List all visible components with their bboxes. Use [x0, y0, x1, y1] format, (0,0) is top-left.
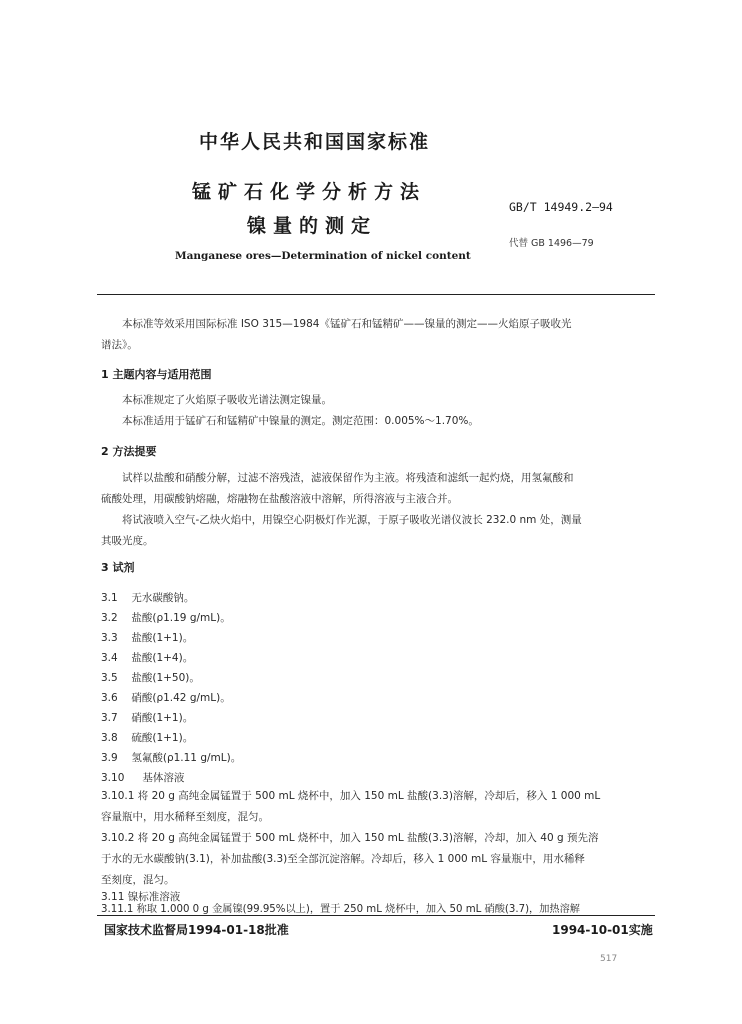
section-1-heading: 1 主题内容与适用范围: [101, 368, 212, 381]
section-2-body: [101, 468, 655, 552]
item-number: 3.5: [101, 672, 118, 684]
section-3-heading: 3 试剂: [101, 561, 135, 574]
replaces-standard: 代替 GB 1496—79: [509, 238, 594, 249]
body-line: 3.10.1 将 20 g 高纯金属锰置于 500 mL 烧杯中，加入 150 mL 盐酸(3.3)溶解，冷却后，移入 1 000 mL: [101, 790, 601, 802]
body-line: 3.10.2 将 20 g 高纯金属锰置于 500 mL 烧杯中，加入 150 mL 盐酸(3.3)溶解，冷却，加入 40 g 预先溶: [101, 832, 599, 844]
intro-paragraph: [101, 314, 655, 356]
item-number: 3.10: [101, 772, 125, 784]
body-line: 容量瓶中，用水稀释至刻度，混匀。: [101, 811, 269, 823]
page-number: 517: [600, 954, 618, 964]
reagent-item: [101, 670, 200, 685]
item-number: 3.7: [101, 712, 118, 724]
standard-number: GB/T 14949.2—94: [509, 200, 613, 214]
intro-line: 本标准等效采用国际标准 ISO 315—1984《锰矿石和锰精矿——镍量的测定——火焰原子吸收光: [122, 318, 572, 330]
header-divider: [97, 294, 655, 295]
clause-3-10-2: [101, 828, 655, 891]
clause-3-10-1: [101, 786, 655, 828]
section-1-body: [101, 390, 655, 432]
item-number: 3.2: [101, 612, 118, 624]
body-line: 于水的无水碳酸钠(3.1)，补加盐酸(3.3)至全部沉淀溶解。冷却后，移入 1 000 mL 容量瓶中，用水稀释: [101, 853, 585, 865]
clause-3-11: 3.11 镍标准溶液: [101, 891, 181, 903]
body-line: 将试液喷入空气-乙炔火焰中，用镍空心阴极灯作光源，于原子吸收光谱仪波长 232.0 nm 处，测量: [122, 514, 582, 526]
body-line: 至刻度，混匀。: [101, 874, 175, 886]
item-number: 3.1: [101, 592, 118, 604]
intro-line: 谱法》。: [101, 339, 138, 351]
reagent-item: [101, 590, 194, 605]
item-number: 3.3: [101, 632, 118, 644]
reagent-item: [101, 610, 231, 625]
footer-divider: [97, 915, 655, 916]
item-number: 3.4: [101, 652, 118, 664]
document-title-line1: 锰矿石化学分析方法: [192, 181, 427, 203]
item-text: 盐酸(ρ1.19 g/mL)。: [131, 612, 231, 624]
item-text: 盐酸(1+4)。: [131, 652, 194, 664]
item-text: 盐酸(1+50)。: [131, 672, 200, 684]
item-text: 硫酸(1+1)。: [131, 732, 194, 744]
reagent-item: [101, 690, 231, 705]
item-text: 基体溶液: [142, 772, 185, 784]
national-standard-heading: 中华人民共和国国家标准: [199, 131, 431, 153]
item-number: 3.6: [101, 692, 118, 704]
item-number: 3.9: [101, 752, 118, 764]
section-2-heading: 2 方法提要: [101, 445, 157, 458]
implementation-date: 1994-10-01实施: [552, 923, 653, 937]
body-line: 试样以盐酸和硝酸分解，过滤不溶残渣，滤液保留作为主液。将残渣和滤纸一起灼烧，用氢氟酸和: [122, 472, 574, 484]
english-title: Manganese ores—Determination of nickel content: [175, 250, 471, 262]
item-text: 无水碳酸钠。: [131, 592, 195, 604]
reagent-item: [101, 650, 193, 665]
item-number: 3.8: [101, 732, 118, 744]
reagent-item: [101, 770, 184, 785]
body-line: 本标准适用于锰矿石和锰精矿中镍量的测定。测定范围：0.005%～1.70%。: [122, 415, 479, 427]
reagent-item: [101, 730, 193, 745]
reagent-item: [101, 750, 241, 765]
body-line: 其吸光度。: [101, 535, 154, 547]
body-line: 硫酸处理，用碳酸钠熔融，熔融物在盐酸溶液中溶解，所得溶液与主液合并。: [101, 493, 458, 505]
item-text: 硝酸(ρ1.42 g/mL)。: [131, 692, 231, 704]
body-line: 本标准规定了火焰原子吸收光谱法测定镍量。: [122, 394, 332, 406]
item-text: 硝酸(1+1)。: [131, 712, 194, 724]
item-text: 盐酸(1+1)。: [131, 632, 194, 644]
approval-date: 国家技术监督局1994-01-18批准: [104, 923, 289, 937]
item-text: 氢氟酸(ρ1.11 g/mL)。: [131, 752, 242, 764]
reagent-item: [101, 710, 193, 725]
reagent-item: [101, 630, 193, 645]
document-title-line2: 镍量的测定: [247, 215, 378, 237]
clause-3-11-1: 3.11.1 称取 1.000 0 g 金属镍(99.95%以上)，置于 250 mL 烧杯中，加入 50 mL 硝酸(3.7)，加热溶解: [101, 904, 580, 915]
